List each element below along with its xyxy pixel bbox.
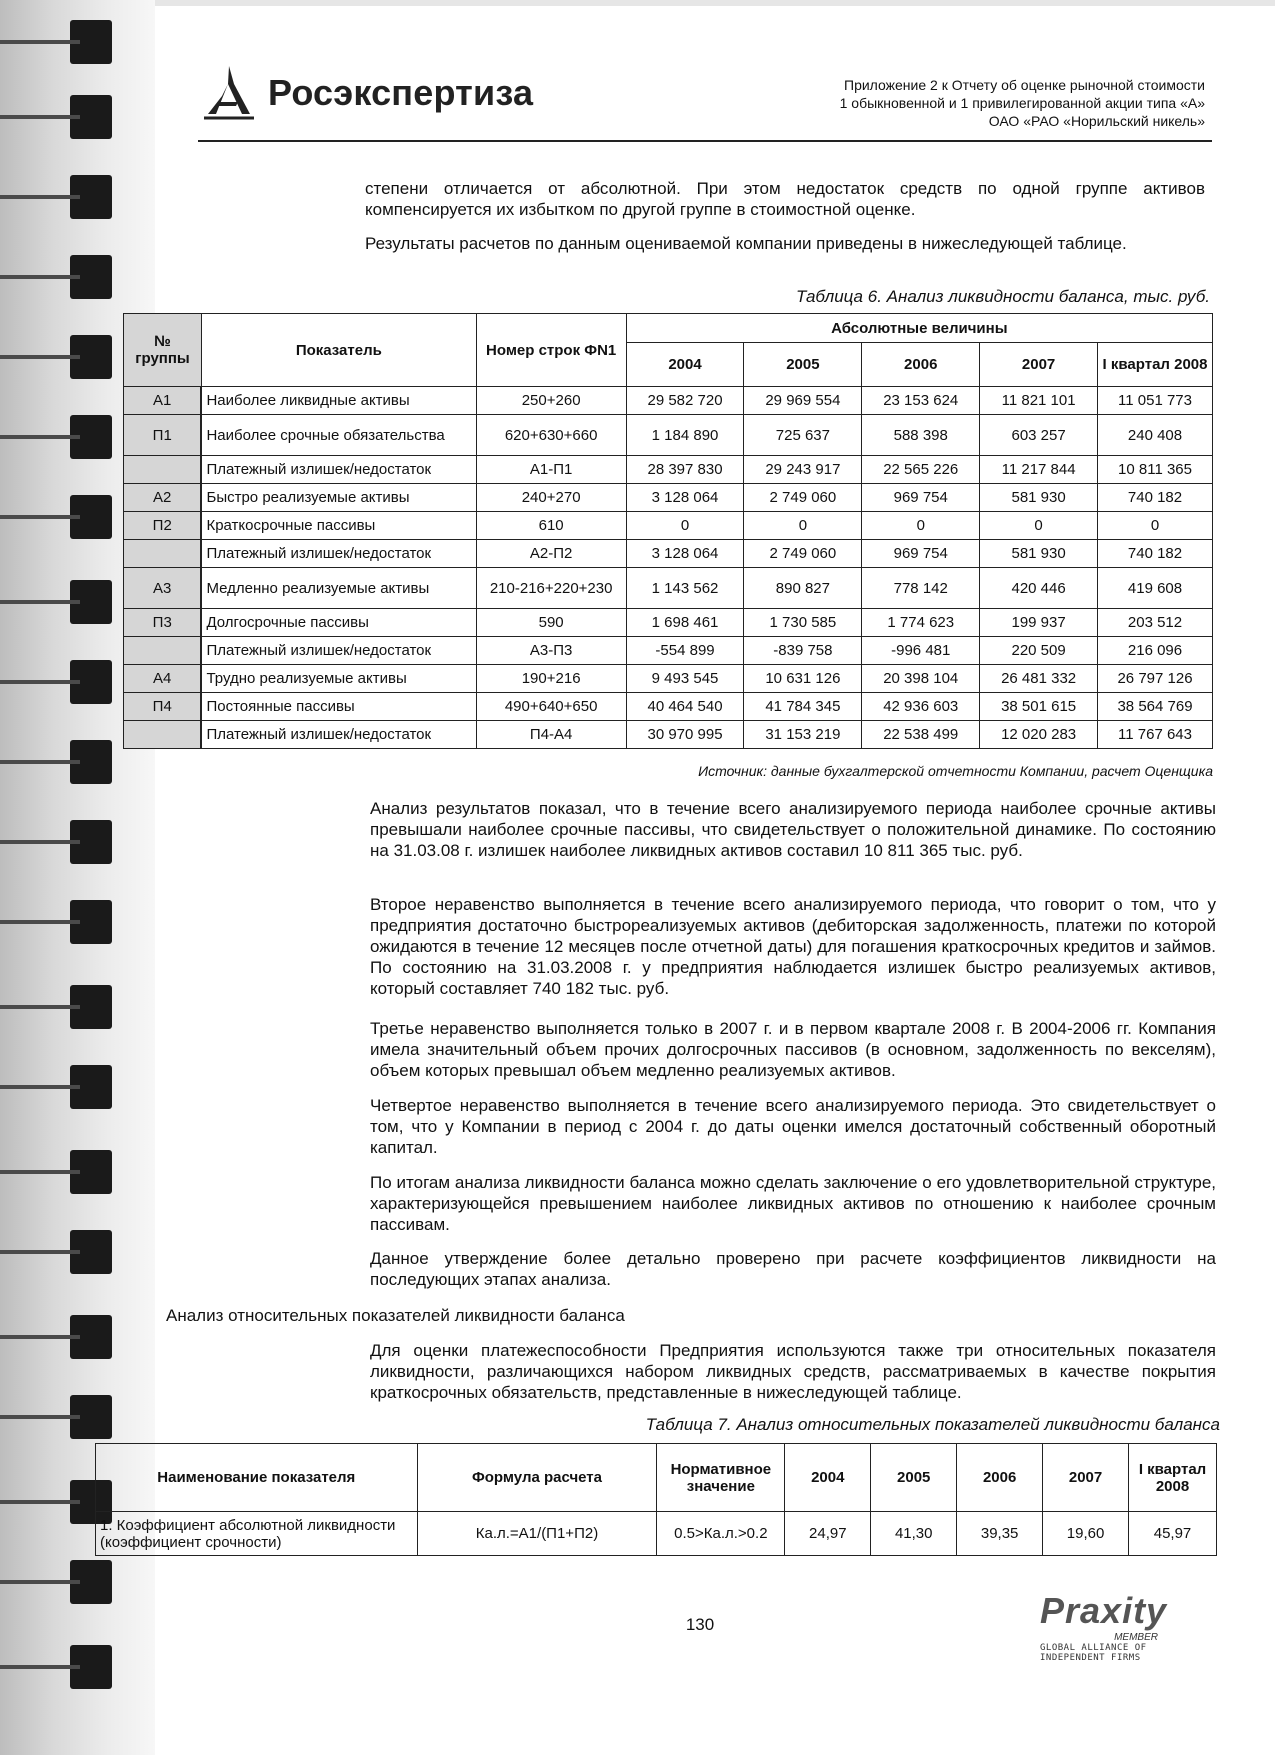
value-cell: 0 bbox=[626, 512, 744, 540]
indicator-cell: Наиболее ликвидные активы bbox=[201, 387, 476, 415]
column-header: Формула расчета bbox=[417, 1444, 657, 1512]
table6-source: Источник: данные бухгалтерской отчетности Компании, расчет Оценщика bbox=[698, 763, 1213, 779]
column-header-indicator: Показатель bbox=[201, 314, 476, 387]
group-cell: П3 bbox=[124, 609, 202, 637]
value-cell: 725 637 bbox=[744, 415, 862, 456]
value-cell: 29 582 720 bbox=[626, 387, 744, 415]
appendix-line: ОАО «РАО «Норильский никель» bbox=[988, 113, 1205, 129]
appendix-line: Приложение 2 к Отчету об оценке рыночной стоимости bbox=[844, 77, 1205, 93]
column-header-year: 2004 bbox=[626, 343, 744, 387]
value-cell: 23 153 624 bbox=[862, 387, 980, 415]
group-cell bbox=[124, 456, 202, 484]
praxity-tagline: INDEPENDENT FIRMS bbox=[1040, 1653, 1141, 1663]
indicator-cell: Трудно реализуемые активы bbox=[201, 665, 476, 693]
table-row bbox=[124, 456, 1213, 484]
binding-wire bbox=[0, 435, 80, 439]
line-code-cell: А3-П3 bbox=[476, 637, 626, 665]
indicator-cell: Быстро реализуемые активы bbox=[201, 484, 476, 512]
value-cell: 31 153 219 bbox=[744, 721, 862, 749]
binding-wire bbox=[0, 115, 80, 119]
appendix-line: 1 обыкновенной и 1 привилегированной акции типа «А» bbox=[839, 95, 1205, 111]
value-cell: 603 257 bbox=[980, 415, 1098, 456]
value-cell: 45,97 bbox=[1129, 1512, 1217, 1556]
value-cell: 0 bbox=[744, 512, 862, 540]
header-rule bbox=[198, 140, 1212, 142]
analysis-paragraph-5: По итогам анализа ликвидности баланса можно сделать заключение о его удовлетворительной структуре, характеризующейся превышением наиболее ликвидных активов по отношению к наиболее срочным пассивам. bbox=[370, 1173, 1216, 1234]
value-cell: 969 754 bbox=[862, 484, 980, 512]
table-row bbox=[96, 1512, 1217, 1556]
indicator-cell: Наиболее срочные обязательства bbox=[201, 415, 476, 456]
indicator-cell: Платежный излишек/недостаток bbox=[201, 540, 476, 568]
table-row bbox=[124, 568, 1213, 609]
column-header: 2007 bbox=[1043, 1444, 1129, 1512]
group-cell bbox=[124, 721, 202, 749]
column-header: Наименование показателя bbox=[96, 1444, 418, 1512]
analysis-paragraph-6: Данное утверждение более детально проверено при расчете коэффициентов ликвидности на последующих этапах анализа. bbox=[370, 1249, 1216, 1289]
indicator-cell: Медленно реализуемые активы bbox=[201, 568, 476, 609]
value-cell: 39,35 bbox=[957, 1512, 1043, 1556]
group-cell: П2 bbox=[124, 512, 202, 540]
praxity-tagline: GLOBAL ALLIANCE OF bbox=[1040, 1643, 1147, 1653]
line-code-cell: 250+260 bbox=[476, 387, 626, 415]
column-header-year: 2007 bbox=[980, 343, 1098, 387]
value-cell: -554 899 bbox=[626, 637, 744, 665]
value-cell: 42 936 603 bbox=[862, 693, 980, 721]
binding-wire bbox=[0, 1085, 80, 1089]
value-cell: 29 243 917 bbox=[744, 456, 862, 484]
praxity-logo bbox=[1040, 1590, 1180, 1663]
binding-wire bbox=[0, 840, 80, 844]
group-cell: А1 bbox=[124, 387, 202, 415]
group-cell: П1 bbox=[124, 415, 202, 456]
value-cell: 38 564 769 bbox=[1098, 693, 1213, 721]
binding-wire bbox=[0, 760, 80, 764]
rosexpertiza-logo-icon bbox=[198, 62, 260, 124]
table-row bbox=[124, 721, 1213, 749]
line-code-cell: 210-216+220+230 bbox=[476, 568, 626, 609]
group-cell: П4 bbox=[124, 693, 202, 721]
binding-wire bbox=[0, 680, 80, 684]
value-cell: 216 096 bbox=[1098, 637, 1213, 665]
value-cell: 3 128 064 bbox=[626, 484, 744, 512]
value-cell: 26 481 332 bbox=[980, 665, 1098, 693]
table-row bbox=[124, 387, 1213, 415]
binding-wire bbox=[0, 1415, 80, 1419]
analysis-paragraph-2: Второе неравенство выполняется в течение всего анализируемого периода, что говорит о том, что у предприятия достаточно быстрореализуемых активов (дебиторская задолженность, платежи по которой ожидаются в течение 12 месяцев после отчетной даты) для погашения краткосрочных кредитов и займов. По состоянию на 31.03.2008 г. у предприятия наблюдается излишек быстро реализуемых активов, который составляет 740 182 тыс. руб. bbox=[370, 895, 1216, 998]
binding-wire bbox=[0, 1500, 80, 1504]
column-header-group: № группы bbox=[124, 314, 202, 387]
scan-top-edge bbox=[0, 0, 1275, 6]
value-cell: 220 509 bbox=[980, 637, 1098, 665]
formula-cell: Ка.л.=А1/(П1+П2) bbox=[417, 1512, 657, 1556]
value-cell: 419 608 bbox=[1098, 568, 1213, 609]
binding-wire bbox=[0, 1335, 80, 1339]
indicator-name-cell: 1. Коэффициент абсолютной ликвидности (коэффициент срочности) bbox=[96, 1512, 418, 1556]
value-cell: 0 bbox=[1098, 512, 1213, 540]
column-header-year: I квартал 2008 bbox=[1098, 343, 1213, 387]
value-cell: 30 970 995 bbox=[626, 721, 744, 749]
binding-wire bbox=[0, 1250, 80, 1254]
value-cell: 581 930 bbox=[980, 540, 1098, 568]
appendix-header bbox=[685, 76, 1205, 130]
indicator-cell: Платежный излишек/недостаток bbox=[201, 456, 476, 484]
value-cell: 3 128 064 bbox=[626, 540, 744, 568]
value-cell: 10 811 365 bbox=[1098, 456, 1213, 484]
value-cell: 1 143 562 bbox=[626, 568, 744, 609]
value-cell: 22 565 226 bbox=[862, 456, 980, 484]
value-cell: 41 784 345 bbox=[744, 693, 862, 721]
praxity-wordmark: Praxity bbox=[1040, 1590, 1168, 1631]
binding-wire bbox=[0, 275, 80, 279]
value-cell: 11 051 773 bbox=[1098, 387, 1213, 415]
value-cell: 11 821 101 bbox=[980, 387, 1098, 415]
value-cell: -996 481 bbox=[862, 637, 980, 665]
line-code-cell: 590 bbox=[476, 609, 626, 637]
column-header: 2004 bbox=[785, 1444, 871, 1512]
section2-paragraph: Для оценки платежеспособности Предприятия используются также три относительных показателя ликвидности, различающихся набором ликвидных средств, рассматриваемых в качестве покрытия краткосрочных обязательств, представленные в нижеследующей таблице. bbox=[370, 1341, 1216, 1402]
value-cell: 11 767 643 bbox=[1098, 721, 1213, 749]
value-cell: 0 bbox=[862, 512, 980, 540]
value-cell: 1 184 890 bbox=[626, 415, 744, 456]
value-cell: 740 182 bbox=[1098, 540, 1213, 568]
value-cell: 203 512 bbox=[1098, 609, 1213, 637]
company-logo bbox=[198, 62, 533, 124]
column-header-year: 2005 bbox=[744, 343, 862, 387]
value-cell: 420 446 bbox=[980, 568, 1098, 609]
binding-wire bbox=[0, 600, 80, 604]
binding-wire bbox=[0, 355, 80, 359]
binding-wire bbox=[0, 1170, 80, 1174]
column-header-lines: Номер строк ФN1 bbox=[476, 314, 626, 387]
value-cell: 10 631 126 bbox=[744, 665, 862, 693]
group-cell: А2 bbox=[124, 484, 202, 512]
table-row bbox=[124, 512, 1213, 540]
line-code-cell: П4-А4 bbox=[476, 721, 626, 749]
relative-liquidity-table bbox=[95, 1443, 1217, 1556]
line-code-cell: 490+640+650 bbox=[476, 693, 626, 721]
intro-paragraph-2: Результаты расчетов по данным оцениваемой компании приведены в нижеследующей таблице. bbox=[365, 234, 1127, 253]
table-row bbox=[124, 415, 1213, 456]
binding-wire bbox=[0, 920, 80, 924]
value-cell: 40 464 540 bbox=[626, 693, 744, 721]
table-row bbox=[124, 693, 1213, 721]
analysis-paragraph-1: Анализ результатов показал, что в течение всего анализируемого периода наиболее срочные активы превышали наиболее срочные пассивы, что свидетельствует о положительной динамике. По состоянию на 31.03.08 г. излишек наиболее ликвидных активов составил 10 811 365 тыс. руб. bbox=[370, 799, 1216, 860]
table-row bbox=[124, 665, 1213, 693]
column-header-year: 2006 bbox=[862, 343, 980, 387]
value-cell: 0 bbox=[980, 512, 1098, 540]
table-row bbox=[124, 609, 1213, 637]
binding-wire bbox=[0, 1665, 80, 1669]
value-cell: 19,60 bbox=[1043, 1512, 1129, 1556]
line-code-cell: А1-П1 bbox=[476, 456, 626, 484]
section-title: Анализ относительных показателей ликвидности баланса bbox=[166, 1306, 625, 1325]
value-cell: 581 930 bbox=[980, 484, 1098, 512]
line-code-cell: 620+630+660 bbox=[476, 415, 626, 456]
group-cell bbox=[124, 540, 202, 568]
binding-wire bbox=[0, 515, 80, 519]
praxity-member-label: MEMBER bbox=[1114, 1632, 1158, 1643]
group-cell: А3 bbox=[124, 568, 202, 609]
value-cell: 740 182 bbox=[1098, 484, 1213, 512]
binding-wire bbox=[0, 1580, 80, 1584]
intro-paragraph-1: степени отличается от абсолютной. При этом недостаток средств по одной группе активов компенсируется их избытком по другой группе в стоимостной оценке. bbox=[365, 179, 1205, 219]
line-code-cell: 610 bbox=[476, 512, 626, 540]
column-header: Нормативное значение bbox=[657, 1444, 785, 1512]
binding-wire bbox=[0, 40, 80, 44]
line-code-cell: 190+216 bbox=[476, 665, 626, 693]
table-row bbox=[124, 484, 1213, 512]
value-cell: 9 493 545 bbox=[626, 665, 744, 693]
value-cell: 1 698 461 bbox=[626, 609, 744, 637]
liquidity-table bbox=[123, 313, 1213, 749]
value-cell: 199 937 bbox=[980, 609, 1098, 637]
indicator-cell: Краткосрочные пассивы bbox=[201, 512, 476, 540]
table-row bbox=[124, 540, 1213, 568]
value-cell: 890 827 bbox=[744, 568, 862, 609]
binding-wire bbox=[0, 1005, 80, 1009]
value-cell: 38 501 615 bbox=[980, 693, 1098, 721]
norm-cell: 0.5>Ка.л.>0.2 bbox=[657, 1512, 785, 1556]
line-code-cell: 240+270 bbox=[476, 484, 626, 512]
value-cell: 1 774 623 bbox=[862, 609, 980, 637]
value-cell: 778 142 bbox=[862, 568, 980, 609]
value-cell: 969 754 bbox=[862, 540, 980, 568]
column-header-absolute: Абсолютные величины bbox=[626, 314, 1212, 343]
logo-text: Росэкспертиза bbox=[268, 72, 534, 113]
value-cell: 41,30 bbox=[871, 1512, 957, 1556]
table6-caption: Таблица 6. Анализ ликвидности баланса, тыс. руб. bbox=[795, 287, 1210, 306]
analysis-paragraph-4: Четвертое неравенство выполняется в течение всего анализируемого периода. Это свидетельствует о том, что у Компании в период с 2004 г. до даты оценки имелся достаточный собственный оборотный капитал. bbox=[370, 1096, 1216, 1157]
value-cell: 29 969 554 bbox=[744, 387, 862, 415]
column-header: I квартал 2008 bbox=[1129, 1444, 1217, 1512]
indicator-cell: Платежный излишек/недостаток bbox=[201, 721, 476, 749]
value-cell: 24,97 bbox=[785, 1512, 871, 1556]
value-cell: 240 408 bbox=[1098, 415, 1213, 456]
value-cell: 28 397 830 bbox=[626, 456, 744, 484]
table7-caption: Таблица 7. Анализ относительных показателей ликвидности баланса bbox=[645, 1415, 1220, 1434]
analysis-paragraph-3: Третье неравенство выполняется только в 2007 г. и в первом квартале 2008 г. В 2004-2006 гг. Компания имела значительный объем прочих долгосрочных пассивов (в основном, задолженность по векселям), объем которых превышал объем медленно реализуемых активов. bbox=[370, 1019, 1216, 1080]
group-cell bbox=[124, 637, 202, 665]
indicator-cell: Постоянные пассивы bbox=[201, 693, 476, 721]
value-cell: 11 217 844 bbox=[980, 456, 1098, 484]
value-cell: 2 749 060 bbox=[744, 540, 862, 568]
value-cell: 12 020 283 bbox=[980, 721, 1098, 749]
value-cell: 22 538 499 bbox=[862, 721, 980, 749]
group-cell: А4 bbox=[124, 665, 202, 693]
column-header: 2005 bbox=[871, 1444, 957, 1512]
value-cell: 1 730 585 bbox=[744, 609, 862, 637]
indicator-cell: Платежный излишек/недостаток bbox=[201, 637, 476, 665]
column-header: 2006 bbox=[957, 1444, 1043, 1512]
page-number: 130 bbox=[685, 1615, 715, 1634]
line-code-cell: А2-П2 bbox=[476, 540, 626, 568]
value-cell: 26 797 126 bbox=[1098, 665, 1213, 693]
indicator-cell: Долгосрочные пассивы bbox=[201, 609, 476, 637]
table-row bbox=[124, 637, 1213, 665]
value-cell: 2 749 060 bbox=[744, 484, 862, 512]
value-cell: 20 398 104 bbox=[862, 665, 980, 693]
binding-wire bbox=[0, 195, 80, 199]
value-cell: -839 758 bbox=[744, 637, 862, 665]
value-cell: 588 398 bbox=[862, 415, 980, 456]
